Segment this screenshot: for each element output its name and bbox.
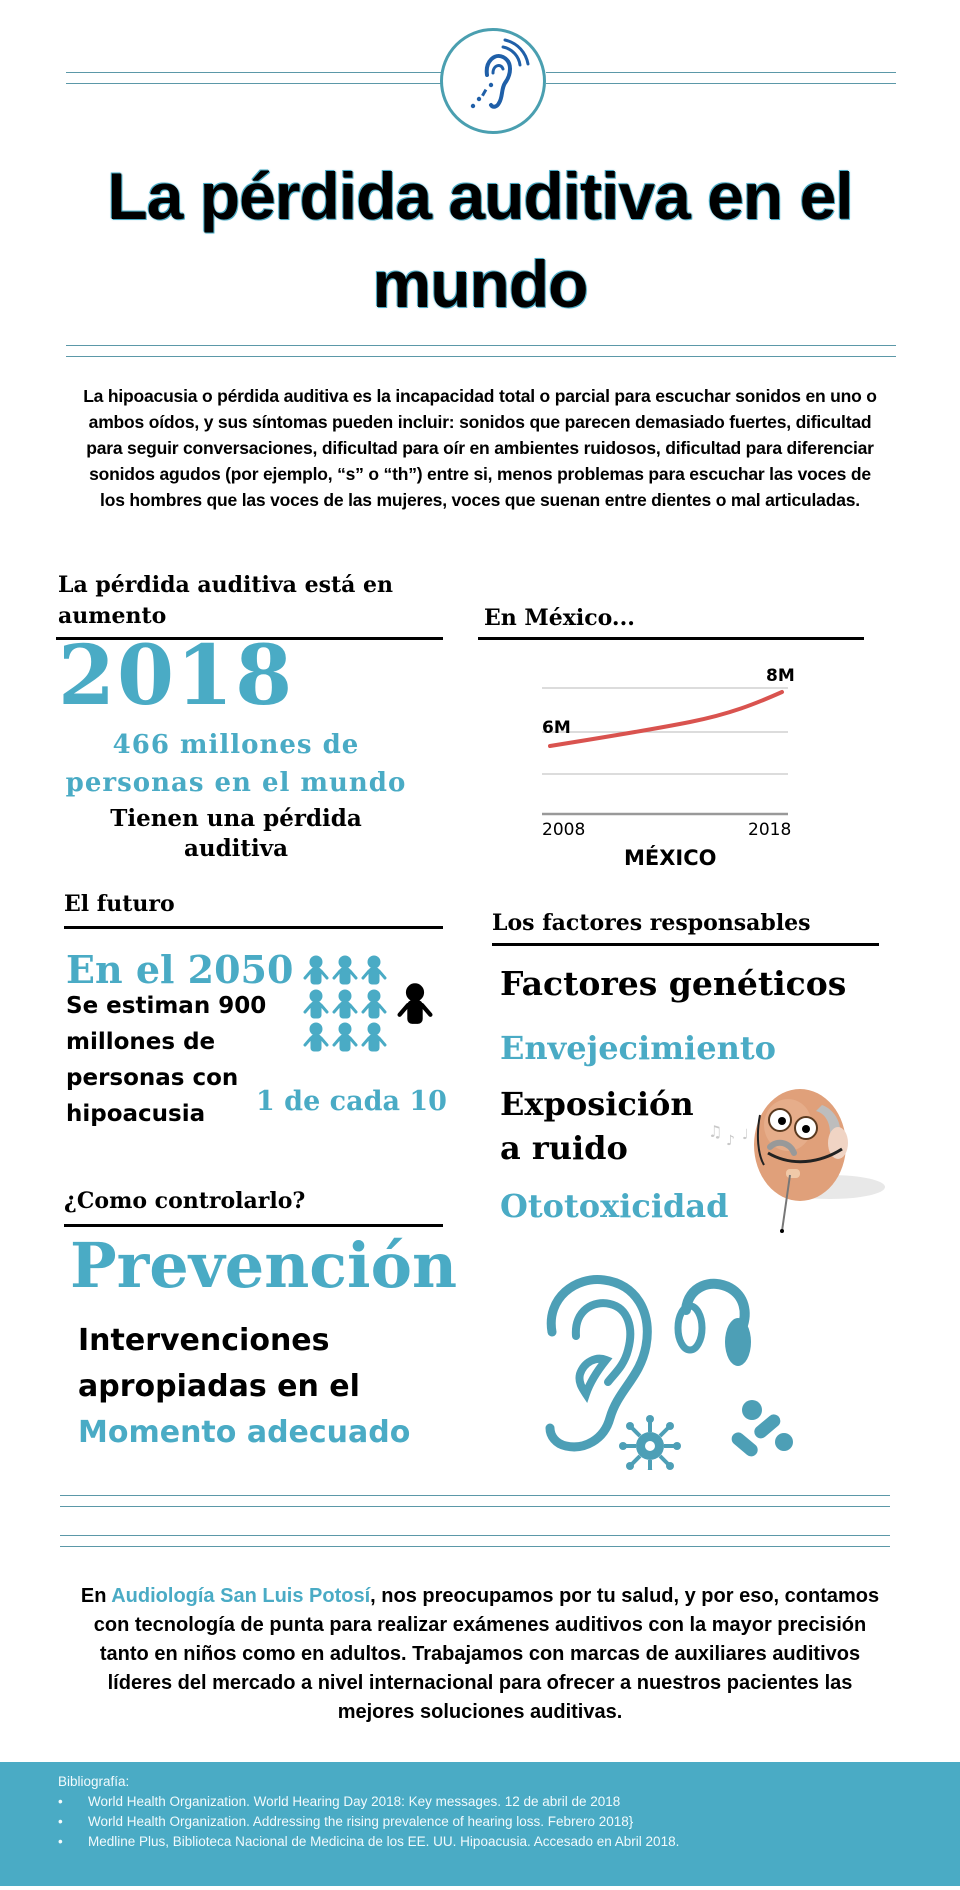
control-rule [64, 1224, 443, 1227]
intro-paragraph: La hipoacusia o pérdida auditiva es la incapacidad total o parcial para escuchar sonidos en uno o ambos oídos, y sus síntomas pueden incluir: sonidos que parecen demasiado fuertes, dificultad para seguir conversaciones, dificultad para oír en ambientes ruidosos, dificultad para diferenciar sonidos agudos (por ejemplo, “s” o “th”) entre si, menos problemas para escuchar las voces de los hombres que las voces de las mujeres, voces que suenan entre dientes o mal articuladas. [83, 386, 877, 510]
interventions-line1: Intervenciones [78, 1323, 330, 1358]
factors-heading: Los factores responsables [492, 910, 811, 936]
prevention-title: Prevención [70, 1229, 458, 1302]
chart-series-line [550, 692, 782, 746]
title-rule-2 [66, 356, 896, 357]
top-rule-left-2 [66, 83, 442, 84]
people-ratio-graphic [300, 955, 440, 1075]
future-heading: El futuro [64, 891, 175, 917]
control-heading: ¿Como controlarlo? [64, 1188, 306, 1214]
closing-prefix: En [80, 1585, 112, 1607]
brand-name: Audiología San Luis Potosí [111, 1585, 371, 1607]
future-rule [64, 926, 443, 929]
bibliography-item: • Medline Plus, Biblioteca Nacional de Medicina de los EE. UU. Hipoacusia. Accesado en Abril 2018. [58, 1832, 679, 1852]
bibliography-title: Bibliografía: [58, 1774, 130, 1789]
factor-noise: Exposición a ruido [500, 1085, 694, 1167]
factor-aging: Envejecimiento [500, 1029, 776, 1067]
closing-rest: , nos preocupamos por tu salud, y por eso, contamos con tecnología de punta para realizar exámenes auditivos con la mayor precisión tanto en niños como en adultos. Trabajamos con marcas de auxiliares auditivos líderes del mercado a nivel internacional para ofrecer a nuestros pacientes las mejores soluciones auditivas. [93, 1585, 880, 1723]
svg-text:♪: ♪ [726, 1133, 735, 1149]
factors-rule [492, 943, 879, 946]
svg-text:♫: ♫ [708, 1122, 723, 1141]
x-tick-2018: 2018 [748, 820, 792, 840]
people-count [56, 726, 416, 802]
top-rule-right-2 [546, 83, 896, 84]
bottom-rule-2 [60, 1506, 890, 1507]
headphones-icon [678, 1284, 751, 1366]
increase-heading [58, 570, 393, 632]
bottom-rule-4 [60, 1546, 890, 1547]
interventions-line3: Momento adecuado [78, 1415, 411, 1450]
pills-icon [729, 1400, 793, 1459]
chart-gridlines [542, 688, 788, 774]
ear-icon [550, 1280, 647, 1447]
hearing-icons-group [540, 1270, 800, 1470]
future-estimate: Se estiman 900 millones de personas con hipoacusia [66, 993, 267, 1127]
closing-paragraph [70, 1582, 890, 1727]
bottom-rule-3 [60, 1535, 890, 1536]
bibliography-footer [0, 1762, 960, 1886]
data-label-2018: 8M [766, 666, 795, 686]
year-2050: En el 2050 [66, 947, 294, 992]
increase-heading-line1: La pérdida auditiva está en [58, 572, 394, 598]
factor-ototoxicity: Ototoxicidad [500, 1187, 729, 1225]
interventions-text [78, 1318, 458, 1456]
year-2018: 2018 [58, 628, 295, 724]
people-count-line1: 466 millones de [112, 730, 360, 760]
chart-title: MÉXICO [624, 846, 717, 870]
svg-text:♩: ♩ [742, 1127, 749, 1143]
bibliography-list [58, 1792, 679, 1852]
people-count-line2: personas en el mundo [65, 768, 407, 798]
black-person-icon [400, 984, 431, 1023]
title-rule-1 [66, 345, 896, 346]
music-notes-icon [708, 1122, 749, 1149]
mexico-heading: En México... [484, 605, 635, 631]
old-egg-illustration [700, 1075, 900, 1235]
data-label-2008: 6M [542, 718, 571, 738]
increase-heading-line2: aumento [58, 603, 167, 629]
bibliography-item: • World Health Organization. World Hearing Day 2018: Key messages. 12 de abril de 2018 [58, 1792, 679, 1812]
page-title: La pérdida auditiva en el mundo [107, 159, 853, 321]
top-rule-left-1 [66, 72, 442, 73]
mexico-rule [478, 637, 864, 640]
hearing-loss-caption: Tienen una pérdida auditiva [110, 805, 362, 862]
ratio-label: 1 de cada 10 [256, 1086, 447, 1117]
top-rule-right-1 [546, 72, 896, 73]
blue-person-icons [305, 956, 385, 1051]
mexico-line-chart [530, 660, 850, 880]
interventions-line2: apropiadas en el [78, 1369, 360, 1404]
bibliography-item: • World Health Organization. Addressing the rising prevalence of hearing loss. Febrero 2018} [58, 1812, 679, 1832]
x-tick-2008: 2008 [542, 820, 586, 840]
virus-icon [619, 1415, 681, 1470]
hearing-emblem [440, 28, 546, 134]
hearing-ear-icon [443, 31, 543, 131]
bottom-rule-1 [60, 1495, 890, 1496]
factor-genetic: Factores genéticos [500, 964, 847, 1003]
